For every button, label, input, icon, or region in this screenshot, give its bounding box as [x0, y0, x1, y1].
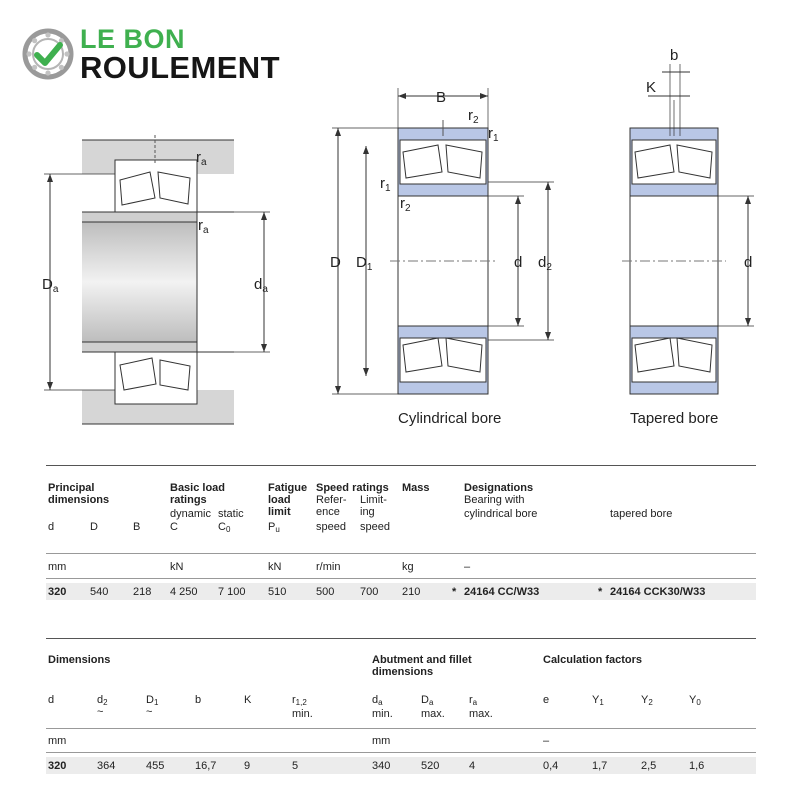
- sym2-ra: $r_a$: [469, 694, 478, 707]
- hdr-tapered: tapered bore: [610, 508, 673, 520]
- label-r1-top: $r_1$: [488, 125, 499, 144]
- row-designation-cylindrical: 24164 CC/W33: [464, 586, 540, 598]
- sym2-b: b: [195, 694, 202, 706]
- hdr-fatigue-2: load: [268, 494, 291, 506]
- unit-dash: –: [464, 561, 471, 573]
- sym2-Y1: $Y_1$: [592, 694, 604, 707]
- label-d2: $d_2$: [538, 254, 552, 273]
- row2-Y2: 2,5: [641, 760, 657, 772]
- hdr-principal-1: Principal: [48, 482, 95, 494]
- hdr-designations: Designations: [464, 482, 534, 494]
- logo-text-roulement: ROULEMENT: [80, 50, 280, 85]
- row2-r12: 5: [292, 760, 299, 772]
- label-ra-mid: $r_a$: [198, 217, 209, 236]
- label-r2-mid: $r_2$: [400, 195, 411, 214]
- sym2-Da: $D_a$: [421, 694, 434, 707]
- label-ra-top: $r_a$: [196, 149, 207, 168]
- unit-mm: mm: [48, 561, 67, 573]
- hdr-fatigue-1: Fatigue: [268, 482, 308, 494]
- hdr-abutment-1: Abutment and fillet: [372, 654, 472, 666]
- hdr-basic-2: ratings: [170, 494, 207, 506]
- sym2-tilde-2: ~: [146, 706, 153, 718]
- sym2-d: d: [48, 694, 55, 706]
- hdr-basic-1: Basic load: [170, 482, 226, 494]
- row2-da: 340: [372, 760, 391, 772]
- row2-K: 9: [244, 760, 251, 772]
- row-star-1: *: [452, 586, 457, 598]
- label-D: D: [330, 254, 341, 271]
- unit2-mm-2: mm: [372, 735, 391, 747]
- row2-Da: 520: [421, 760, 440, 772]
- label-D1: $D_1$: [356, 254, 373, 273]
- sym2-r12: $r_{1,2}$: [292, 694, 307, 707]
- row-ref-speed: 500: [316, 586, 335, 598]
- row-mass: 210: [402, 586, 421, 598]
- sym-Pu: $P_u$: [268, 521, 280, 534]
- sym2-tilde-1: ~: [97, 706, 104, 718]
- hdr-dimensions: Dimensions: [48, 654, 111, 666]
- hdr-calc-factors: Calculation factors: [543, 654, 643, 666]
- hdr-ref-2: ence: [316, 506, 340, 518]
- row2-e: 0,4: [543, 760, 559, 772]
- unit2-dash: –: [543, 735, 550, 747]
- sym-d: d: [48, 521, 55, 533]
- unit-rmin: r/min: [316, 561, 341, 573]
- label-r2-top: $r_2$: [468, 107, 479, 126]
- hdr-mass: Mass: [402, 482, 430, 494]
- row2-d: 320: [48, 760, 67, 772]
- row2-ra: 4: [469, 760, 476, 772]
- sym2-e: e: [543, 694, 550, 706]
- sym2-da-min: min.: [372, 708, 393, 720]
- hdr-lim-3: speed: [360, 521, 390, 533]
- sym-C: C: [170, 521, 178, 533]
- unit-kg: kg: [402, 561, 414, 573]
- sym2-ra-max: max.: [469, 708, 493, 720]
- caption-cylindrical-bore: Cylindrical bore: [398, 410, 502, 427]
- sym2-Y0: $Y_0$: [689, 694, 701, 707]
- hdr-abutment-2: dimensions: [372, 666, 434, 678]
- unit2-mm-1: mm: [48, 735, 67, 747]
- row-designation-tapered: 24164 CCK30/W33: [610, 586, 706, 598]
- label-da: $d_a$: [254, 276, 268, 295]
- hdr-ref-1: Refer-: [316, 494, 347, 506]
- row-C: 4 250: [170, 586, 198, 598]
- hdr-ref-3: speed: [316, 521, 346, 533]
- label-K: K: [646, 79, 657, 96]
- label-Da: $D_a$: [42, 276, 59, 295]
- row2-Y1: 1,7: [592, 760, 608, 772]
- hdr-static: static: [218, 508, 244, 520]
- row-lim-speed: 700: [360, 586, 379, 598]
- sym2-r12-min: min.: [292, 708, 313, 720]
- row2-Y0: 1,6: [689, 760, 705, 772]
- hdr-speed: Speed ratings: [316, 482, 389, 494]
- sym2-d2: $d_2$: [97, 694, 108, 707]
- sym-C0: $C_0$: [218, 521, 231, 534]
- row-D: 540: [90, 586, 109, 598]
- row2-b: 16,7: [195, 760, 217, 772]
- hdr-principal-2: dimensions: [48, 494, 110, 506]
- sym-B: B: [133, 521, 141, 533]
- label-d: d: [514, 254, 523, 271]
- sym2-D1: $D_1$: [146, 694, 159, 707]
- sym2-Da-max: max.: [421, 708, 445, 720]
- hdr-fatigue-3: limit: [268, 506, 291, 518]
- label-b: b: [670, 47, 679, 64]
- row2-D1: 455: [146, 760, 165, 772]
- label-r1-mid: $r_1$: [380, 175, 391, 194]
- row2-d2: 364: [97, 760, 116, 772]
- hdr-lim-1: Limit-: [360, 494, 387, 506]
- row-B: 218: [133, 586, 152, 598]
- row-d: 320: [48, 586, 67, 598]
- unit-kN-2: kN: [268, 561, 282, 573]
- row-star-2: *: [598, 586, 603, 598]
- logo-text-le-bon: LE BON: [80, 24, 186, 54]
- sym2-da: $d_a$: [372, 694, 383, 707]
- label-d-tapered: d: [744, 254, 753, 271]
- row-C0: 7 100: [218, 586, 246, 598]
- caption-tapered-bore: Tapered bore: [630, 410, 719, 427]
- hdr-bearing-with-1: Bearing with: [464, 494, 525, 506]
- hdr-lim-2: ing: [360, 506, 375, 518]
- sym2-K: K: [244, 694, 252, 706]
- sym2-Y2: $Y_2$: [641, 694, 653, 707]
- sym-D: D: [90, 521, 98, 533]
- row-Pu: 510: [268, 586, 287, 598]
- unit-kN-1: kN: [170, 561, 184, 573]
- hdr-dynamic: dynamic: [170, 508, 211, 520]
- hdr-bearing-with-2: cylindrical bore: [464, 508, 538, 520]
- label-B: B: [436, 89, 447, 106]
